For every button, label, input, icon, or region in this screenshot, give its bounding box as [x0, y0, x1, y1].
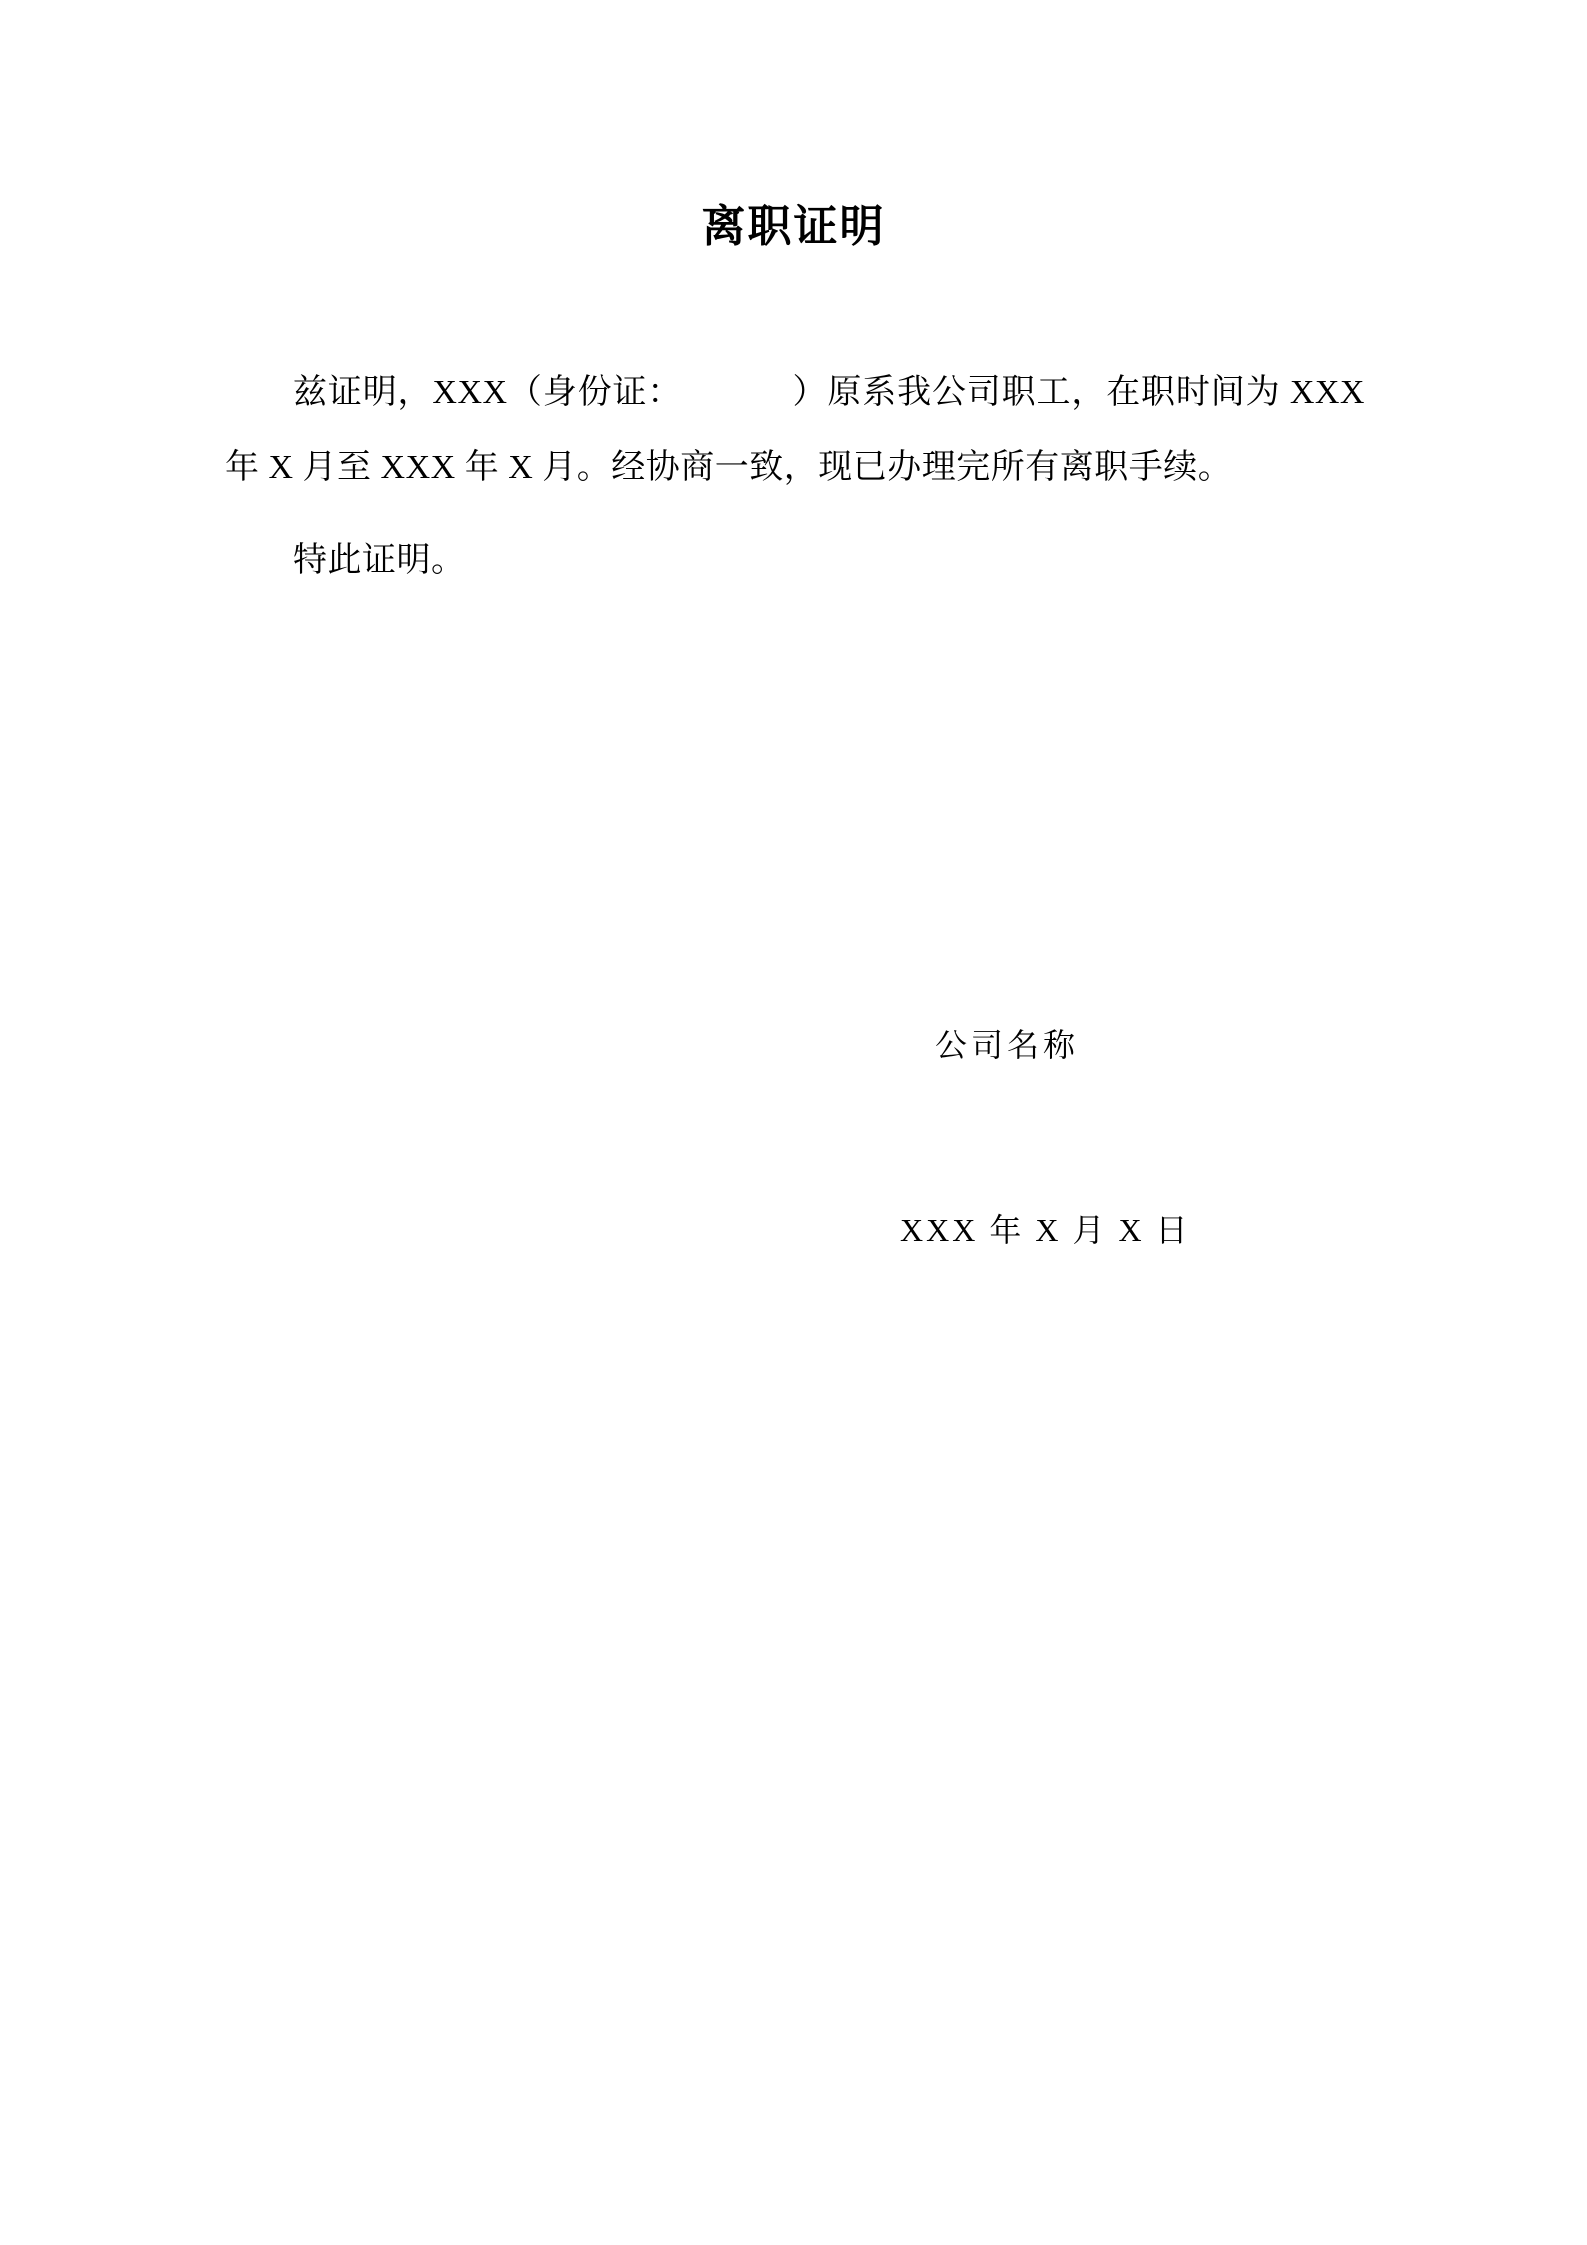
- paragraph-certification: [225, 355, 1365, 505]
- signature-company-name: 公司名称: [935, 1027, 1080, 1063]
- paragraph-certification-text-after: ）原系我公司职工，在职时间为 XXX 年 X 月至 XXX 年 X 月。经协商一致，现已办理完所有离职手续。: [225, 374, 1365, 486]
- paragraph-certification-text-before: 兹证明，XXX（身份证：: [293, 374, 683, 411]
- signature-date: XXX 年 X 月 X 日: [900, 1212, 1191, 1248]
- page-title: 离职证明: [701, 201, 886, 252]
- document-body: [225, 355, 1365, 598]
- paragraph-attestation: 特此证明。: [293, 542, 466, 579]
